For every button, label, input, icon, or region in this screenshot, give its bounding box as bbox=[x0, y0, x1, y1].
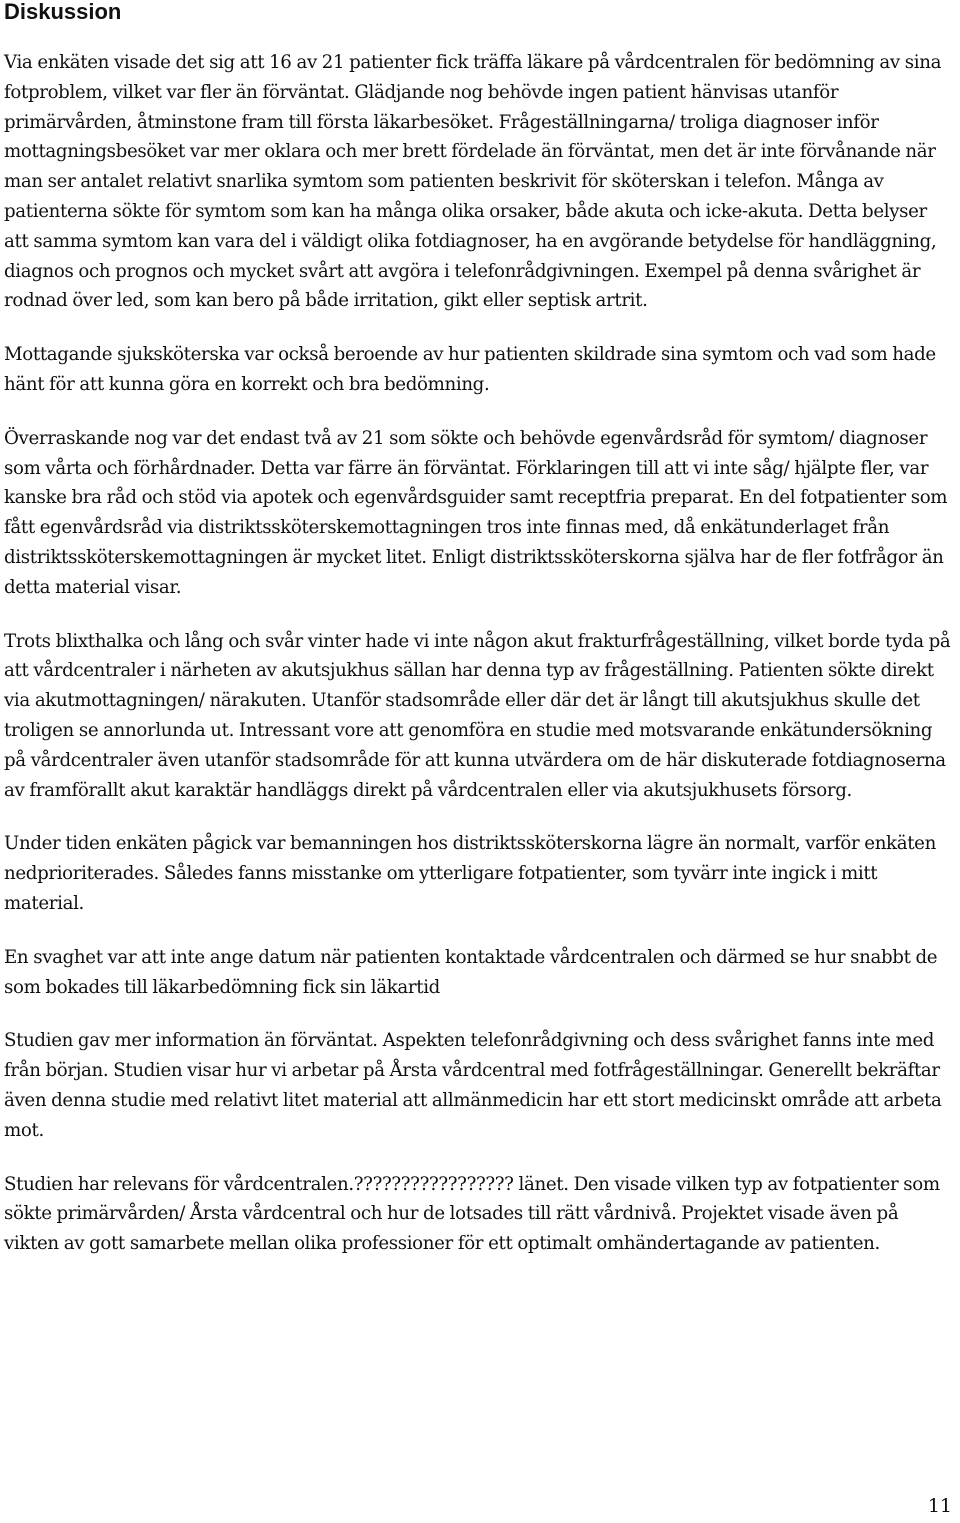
document-page bbox=[4, 0, 954, 1283]
paragraph-4: Trots blixthalka och lång och svår vinter hade vi inte någon akut frakturfrågeställning, vilket borde tyda på att vårdcentraler i närheten av akutsjukhus sällan har denna typ av frågeställning. Patienten sökte direkt via akutmottagningen/ närakuten. Utanför stadsområde eller där det är långt till akutsjukhus skulle det troligen se annorlunda ut. Intressant vore att genomföra en studie med motsvarande enkätundersökning på vårdcentraler även utanför stadsområde för att kunna utvärdera om de här diskuterade fotdiagnoserna av framförallt akut karaktär handläggs direkt på vårdcentralen eller via akutsjukhusets försorg. bbox=[4, 630, 951, 801]
paragraph-7: Studien gav mer information än förväntat. Aspekten telefonrådgivning och dess svårighet fanns inte med från början. Studien visar hur vi arbetar på Årsta vårdcentral med fotfrågeställningar. Generellt bekräftar även denna studie med relativt litet material att allmänmedicin har ett stort medicinskt område att arbeta mot. bbox=[4, 1030, 942, 1141]
paragraph-2: Mottagande sjuksköterska var också beroende av hur patienten skildrade sina symtom och vad som hade hänt för att kunna göra en korrekt och bra bedömning. bbox=[4, 344, 936, 395]
section-heading: Diskussion bbox=[4, 0, 122, 24]
paragraph-1: Via enkäten visade det sig att 16 av 21 patienter fick träffa läkare på vårdcentralen för bedömning av sina fotproblem, vilket var fler än förväntat. Glädjande nog behövde ingen patient hänvisas utanför primärvården, åtminstone fram till första läkarbesöket. Frågeställningarna/ troliga diagnoser inför mottagningsbesöket var mer oklara och mer brett fördelade än förväntat, men det är inte förvånande när man ser antalet relativt snarlika symtom som patienten beskrivit för sköterskan i telefon. Många av patienterna sökte för symtom som kan ha många olika orsaker, både akuta och icke-akuta. Detta belyser att samma symtom kan vara del i väldigt olika fotdiagnoser, ha en avgörande betydelse för handläggning, diagnos och prognos och mycket svårt att avgöra i telefonrådgivningen. Exempel på denna svårighet är rodnad över led, som kan bero på både irritation, gikt eller septisk artrit. bbox=[4, 52, 942, 312]
paragraph-5: Under tiden enkäten pågick var bemanningen hos distriktssköterskorna lägre än normalt, varför enkäten nedprioriterades. Således fanns misstanke om ytterligare fotpatienter, som tyvärr inte ingick i mitt material. bbox=[4, 833, 936, 914]
page-number: 11 bbox=[927, 1495, 952, 1517]
paragraph-3: Överraskande nog var det endast två av 21 som sökte och behövde egenvårdsråd för symtom/ diagnoser som vårta och förhårdnader. Detta var färre än förväntat. Förklaringen till att vi inte såg/ hjälpte fler, var kanske bra råd och stöd via apotek och egenvårdsguider samt receptfria preparat. En del fotpatienter som fått egenvårdsråd via distriktssköterskemottagningen tros inte finnas med, då enkätunderlaget från distriktssköterskemottagningen är mycket litet. Enligt distriktssköterskorna själva har de fler fotfrågor än detta material visar. bbox=[4, 427, 948, 598]
paragraph-6: En svaghet var att inte ange datum när patienten kontaktade vårdcentralen och därmed se hur snabbt de som bokades till läkarbedömning fick sin läkartid bbox=[4, 946, 938, 998]
paragraph-8: Studien har relevans för vårdcentralen.????????????????? länet. Den visade vilken typ av fotpatienter som sökte primärvården/ Årsta vårdcentral och hur de lotsades till rätt vårdnivå. Projektet visade även på vikten av gott samarbete mellan olika professioner för ett optimalt omhändertagande av patienten. bbox=[4, 1173, 940, 1255]
